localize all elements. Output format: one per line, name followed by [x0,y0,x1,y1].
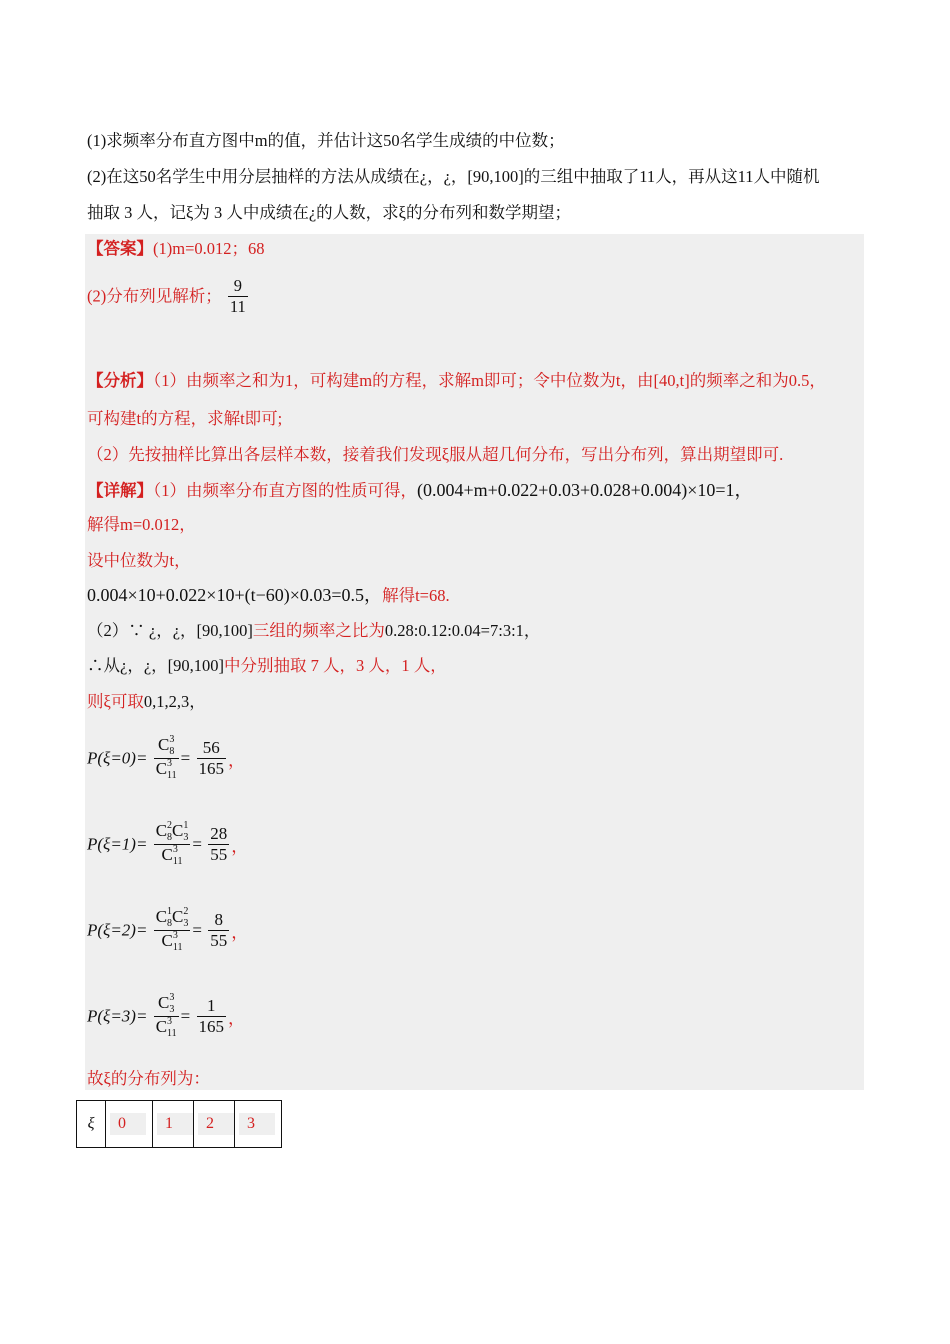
detail-equation-1: (0.004+m+0.022+0.03+0.028+0.004)×10=1， [417,480,753,500]
probability-value-fraction: $\frac{1}{165}$ [198,996,225,1036]
detail-xi-values: 0,1,2,3， [143,692,206,711]
detail-line-3: 设中位数为t， [87,551,191,570]
expectation-numerator: 9 [228,276,248,297]
combination-fraction: $\frac{C^3_3}{C^3_{11}}$ [155,992,177,1039]
probability-lhs: P(ξ=3)= [87,1006,148,1026]
combination-fraction: $\frac{C^2_8C^1_3}{C^3_{11}}$ [155,820,189,867]
detail-line-6 [87,655,447,677]
detail-ratio: 0.28:0.12:0.04=7:3:1， [384,621,541,640]
table-cell: 0 [106,1101,153,1148]
probability-lhs: P(ξ=0)= [87,748,148,768]
probability-xi-0: P(ξ=0)= $\frac{C^3_8}{C^3_{11}}$ = $\frac{56}{165}$ ， [87,734,246,781]
table-row [77,1101,282,1148]
question-part-2-line-2: 抽取 3 人，记ξ为 3 人中成绩在¿的人数，求ξ的分布列和数学期望； [87,203,572,222]
detail-line-4 [87,584,450,607]
answer-line-2 [87,276,250,317]
analysis-line-1 [87,370,826,392]
distribution-table [76,1100,282,1148]
expectation-denominator: 11 [229,297,246,316]
probability-value-fraction: $\frac{8}{55}$ [210,910,228,950]
question-part-2-line-1: (2)在这50名学生中用分层抽样的方法从成绩在¿，¿，[90,100]的三组中抽取了11人，再从这11人中随机 [87,167,820,186]
question-part-1: (1)求频率分布直方图中m的值，并估计这50名学生成绩的中位数； [87,131,565,150]
table-cell: 2 [194,1101,235,1148]
probability-xi-3: P(ξ=3)= $\frac{C^3_3}{C^3_{11}}$ = $\frac{1}{165}$ ， [87,992,246,1039]
expectation-fraction [228,276,248,317]
distribution-label: 故ξ的分布列为： [87,1069,210,1088]
detail-line-5 [87,620,540,642]
detail-line-7 [87,691,206,713]
table-cell: 3 [235,1101,282,1148]
probability-xi-2: P(ξ=2)= $\frac{C^1_8C^2_3}{C^3_{11}}$ = $\frac{8}{55}$ ， [87,906,249,953]
analysis-text-1: （1）由频率之和为1，可构建m的方程，求解m即可；令中位数为t，由[40,t]的频率之和为0.5， [153,371,826,390]
analysis-label: 【分析】 [87,371,153,390]
answer-label: 【答案】 [87,239,153,258]
probability-value-fraction: $\frac{28}{55}$ [210,824,228,864]
detail-line-2: 解得m=0.012， [87,515,196,534]
detail-sample-counts: 中分别抽取 7 人，3 人，1 人， [224,656,447,675]
detail-groups: （2）∵ ¿，¿，[90,100] [87,621,253,640]
detail-ratio-text: 三组的频率之比为 [252,621,385,640]
answer-line-1 [87,238,265,260]
detail-result-t: 解得t=68. [382,586,450,605]
probability-value-fraction: $\frac{56}{165}$ [198,738,225,778]
combination-fraction: $\frac{C^1_8C^2_3}{C^3_{11}}$ [155,906,189,953]
detail-xi-values-text: 则ξ可取 [87,692,144,711]
detail-equation-2: 0.004×10+0.022×10+(t−60)×0.03=0.5， [87,585,383,605]
answer-part-1: (1)m=0.012；68 [153,239,265,258]
detail-line-1 [87,479,753,502]
probability-lhs: P(ξ=2)= [87,920,148,940]
answer-part-2: (2)分布列见解析； [87,286,222,306]
table-header-xi: ξ [77,1101,106,1148]
probability-lhs: P(ξ=1)= [87,834,148,854]
analysis-line-3: （2）先按抽样比算出各层样本数，接着我们发现ξ服从超几何分布，写出分布列，算出期望即可. [87,445,784,464]
combination-fraction: $\frac{C^3_8}{C^3_{11}}$ [155,734,177,781]
table-cell: 1 [153,1101,194,1148]
probability-xi-1: P(ξ=1)= $\frac{C^2_8C^1_3}{C^3_{11}}$ = $\frac{28}{55}$ ， [87,820,249,867]
detail-text-1: （1）由频率分布直方图的性质可得， [153,481,417,500]
detail-label: 【详解】 [87,481,153,500]
analysis-line-2: 可构建t的方程，求解t即可; [87,409,283,428]
detail-therefore-groups: ∴从¿，¿，[90,100] [87,656,225,675]
